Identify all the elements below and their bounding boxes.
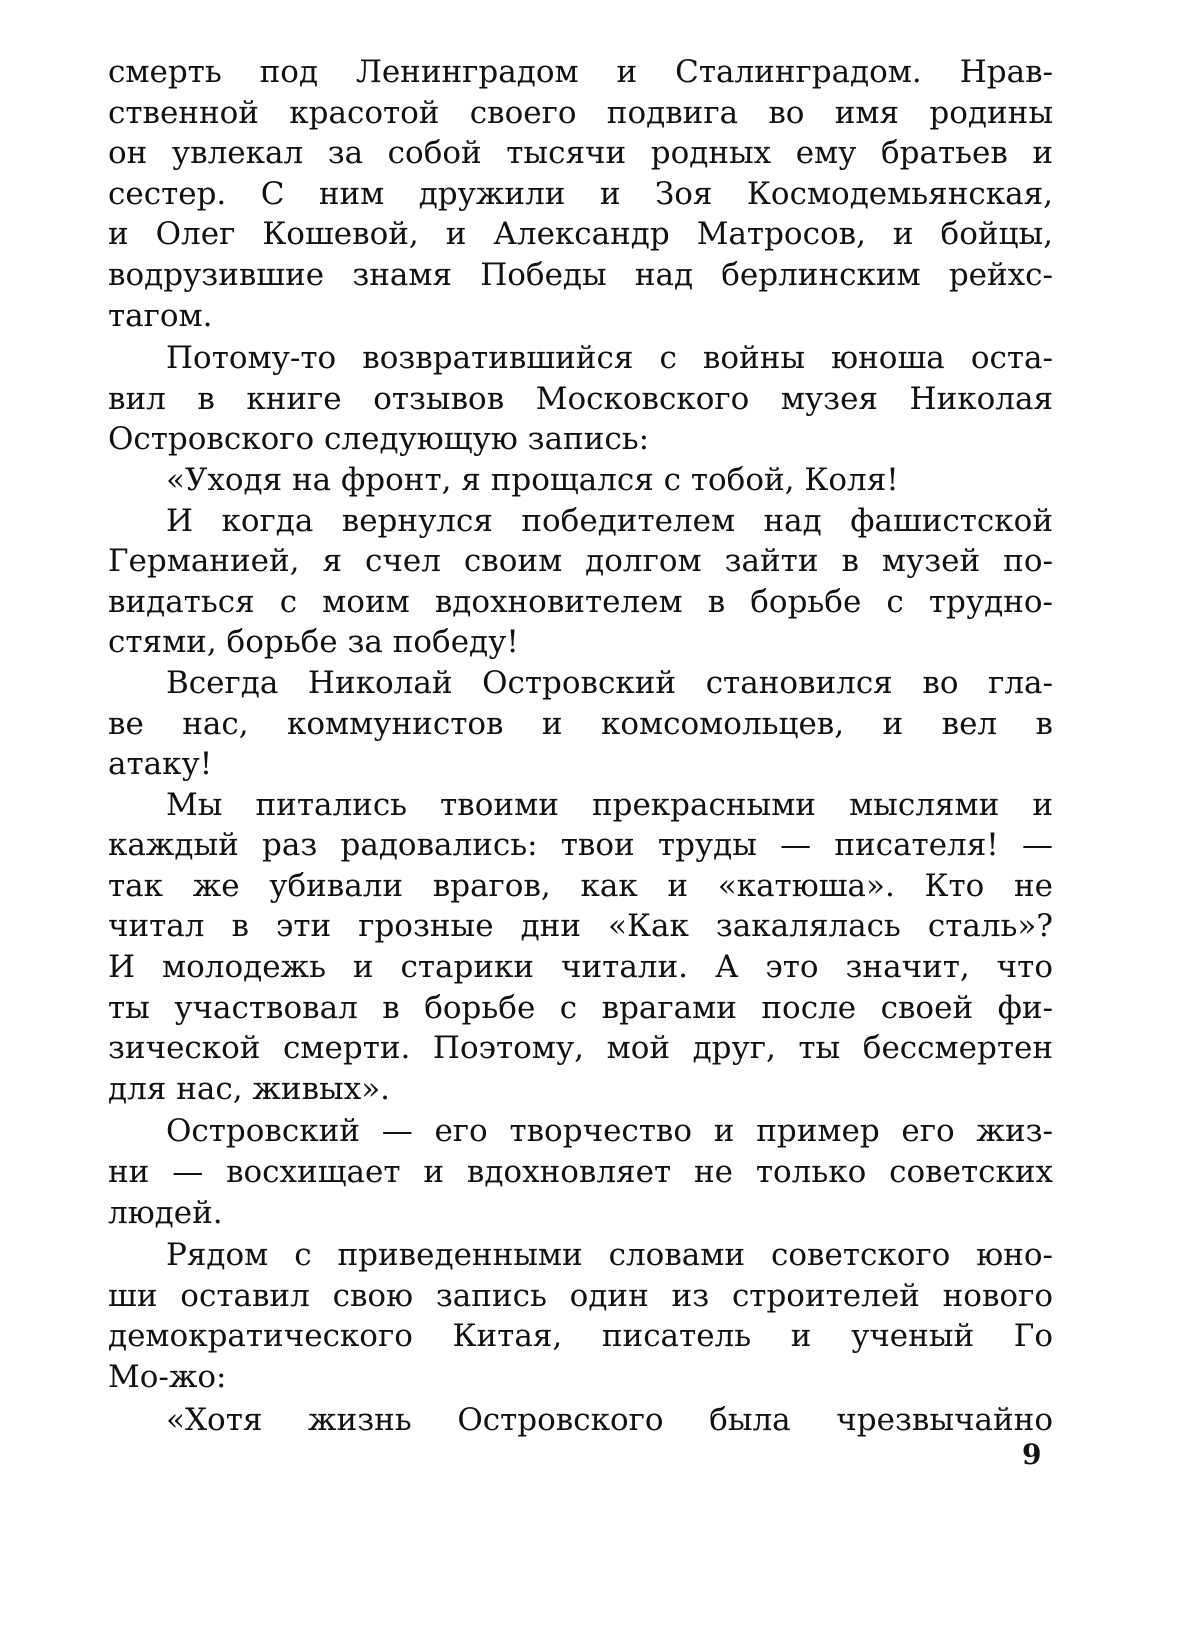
text-line: атаку! (108, 746, 213, 783)
text-line: для нас, живых». (108, 1070, 391, 1107)
text-line: каждый раз радовались: твои труды — писателя! — (108, 827, 1053, 864)
text-line: тагом. (108, 297, 213, 334)
text-line: и Олег Кошевой, и Александр Матросов, и бойцы, (108, 216, 1053, 253)
text-line: он увлекал за собой тысячи родных ему братьев и (108, 135, 1053, 172)
paragraph-6 (108, 785, 1053, 1110)
text-line: ты участвовал в борьбе с врагами после своей фи- (108, 989, 1053, 1026)
paragraph-9 (108, 1400, 1053, 1441)
text-line: сестер. С ним дружили и Зоя Космодемьянская, (108, 175, 1053, 212)
text-line: Потому-то возвратившийся с войны юноша оста- (166, 340, 1053, 377)
text-line: ственной красотой своего подвига во имя родины (108, 94, 1053, 131)
paragraph-5 (108, 663, 1053, 785)
paragraph-1 (108, 52, 1053, 336)
text-line: водрузившие знамя Победы над берлинским рейхс- (108, 256, 1053, 293)
text-line: вил в книге отзывов Московского музея Николая (108, 380, 1053, 417)
text-line: читал в эти грозные дни «Как закалялась сталь»? (108, 908, 1053, 945)
paragraph-4 (108, 501, 1053, 663)
page-text (108, 52, 1053, 1440)
text-line: видаться с моим вдохновителем в борьбе с трудно- (108, 583, 1053, 620)
text-line: зической смерти. Поэтому, мой друг, ты бессмертен (108, 1030, 1053, 1067)
paragraph-2 (108, 338, 1053, 460)
text-line: ни — восхищает и вдохновляет не только советских (108, 1154, 1053, 1191)
paragraph-7 (108, 1111, 1053, 1233)
text-line: Островский — его творчество и пример его жиз- (166, 1113, 1053, 1150)
text-line: ши оставил свою запись один из строителей нового (108, 1277, 1053, 1314)
text-line: Мо-жо: (108, 1359, 227, 1395)
text-line: Германией, я счел своим долгом зайти в музей по- (108, 543, 1053, 580)
text-line: стями, борьбе за победу! (108, 624, 519, 661)
text-line: И молодежь и старики читали. А это значит, что (108, 949, 1053, 986)
paragraph-8 (108, 1235, 1053, 1397)
text-line: так же убивали врагов, как и «катюша». Кто не (108, 867, 1053, 904)
text-line: смерть под Ленинградом и Сталинградом. Нрав- (108, 54, 1053, 90)
text-line: людей. (108, 1194, 223, 1231)
paragraph-3 (108, 460, 1053, 501)
text-line: ве нас, коммунистов и комсомольцев, и вел в (108, 705, 1053, 742)
text-line: «Хотя жизнь Островского была чрезвычайно (166, 1401, 1053, 1438)
text-line: демократического Китая, писатель и ученый Го (108, 1318, 1053, 1355)
text-line: Рядом с приведенными словами советского юно- (166, 1237, 1053, 1274)
text-line: «Уходя на фронт, я прощался с тобой, Коля! (166, 461, 899, 498)
text-line: Всегда Николай Островский становился во гла- (166, 664, 1053, 701)
text-line: Островского следующую запись: (108, 421, 650, 458)
text-line: И когда вернулся победителем над фашистской (166, 502, 1053, 539)
text-line: Мы питались твоими прекрасными мыслями и (166, 786, 1053, 823)
page-number: 9 (1022, 1438, 1042, 1471)
